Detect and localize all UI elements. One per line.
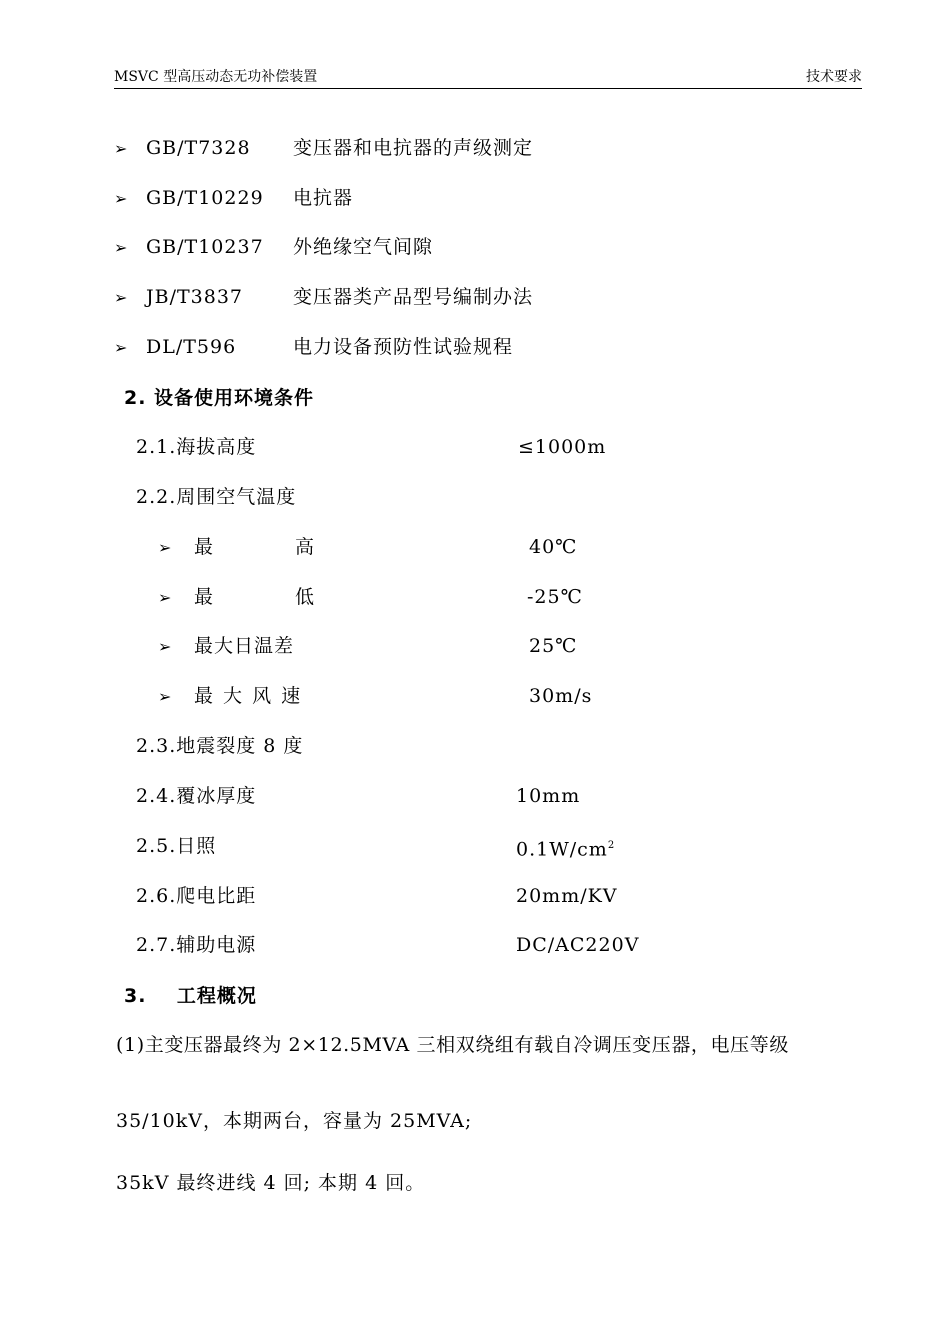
sun-label: 2.5.日照 bbox=[136, 835, 217, 857]
bullet-arrow-icon: ➢ bbox=[114, 139, 129, 158]
ice-value: 10mm bbox=[516, 785, 581, 807]
standard-item bbox=[114, 186, 814, 211]
aux-power-row bbox=[136, 933, 736, 957]
bullet-arrow-icon: ➢ bbox=[114, 288, 129, 307]
standard-item bbox=[114, 335, 814, 360]
altitude-label: 2.1.海拔高度 bbox=[136, 436, 257, 458]
bullet-arrow-icon: ➢ bbox=[158, 637, 173, 656]
seismic-row: 2.3.地震裂度 8 度 bbox=[136, 735, 304, 757]
temp-min-label-a: 最 bbox=[194, 586, 215, 608]
altitude-value: ≤1000m bbox=[518, 436, 607, 458]
temp-min-label-b: 低 bbox=[295, 586, 316, 608]
bullet-arrow-icon: ➢ bbox=[114, 238, 129, 257]
sun-row bbox=[136, 834, 736, 861]
aux-power-label: 2.7.辅助电源 bbox=[136, 934, 257, 956]
header-title: MSVC 型高压动态无功补偿装置 bbox=[114, 69, 318, 85]
standard-code: GB/T10229 bbox=[146, 187, 264, 209]
altitude-row bbox=[136, 435, 736, 459]
creep-value: 20mm/KV bbox=[516, 885, 618, 907]
standard-desc: 外绝缘空气间隙 bbox=[293, 236, 434, 258]
standard-item bbox=[114, 136, 814, 161]
temp-max-row bbox=[158, 535, 718, 560]
wind-value: 30m/s bbox=[529, 685, 593, 707]
standard-code: GB/T10237 bbox=[146, 236, 264, 258]
standard-desc: 电抗器 bbox=[293, 187, 354, 209]
paragraph-1-line-2: 35/10kV，本期两台，容量为 25MVA; bbox=[116, 1110, 473, 1132]
bullet-arrow-icon: ➢ bbox=[158, 538, 173, 557]
wind-row bbox=[158, 684, 718, 709]
sun-value: 0.1W/cm bbox=[516, 838, 608, 861]
aux-power-value: DC/AC220V bbox=[516, 934, 640, 956]
sun-value-exponent: 2 bbox=[607, 840, 616, 851]
standard-code: JB/T3837 bbox=[146, 286, 244, 308]
standard-desc: 变压器类产品型号编制办法 bbox=[293, 286, 534, 308]
temp-heading: 2.2.周围空气温度 bbox=[136, 486, 297, 508]
standard-desc: 电力设备预防性试验规程 bbox=[293, 336, 514, 358]
temp-min-row bbox=[158, 585, 718, 610]
section-2-heading: 2. 设备使用环境条件 bbox=[124, 387, 315, 409]
standard-item bbox=[114, 285, 814, 310]
standard-item bbox=[114, 235, 814, 260]
ice-label: 2.4.覆冰厚度 bbox=[136, 785, 257, 807]
page-header bbox=[114, 68, 862, 89]
ice-row bbox=[136, 784, 736, 808]
temp-max-label-b: 高 bbox=[295, 536, 316, 558]
temp-max-value: 40℃ bbox=[529, 536, 578, 558]
paragraph-2: 35kV 最终进线 4 回; 本期 4 回。 bbox=[116, 1172, 426, 1194]
bullet-arrow-icon: ➢ bbox=[158, 687, 173, 706]
creep-row bbox=[136, 884, 736, 908]
sun-value-wrap bbox=[516, 834, 615, 861]
creep-label: 2.6.爬电比距 bbox=[136, 885, 257, 907]
header-section: 技术要求 bbox=[806, 69, 862, 85]
temp-daily-label: 最大日温差 bbox=[194, 635, 295, 657]
standard-desc: 变压器和电抗器的声级测定 bbox=[293, 137, 534, 159]
standard-code: DL/T596 bbox=[146, 336, 237, 358]
standard-code: GB/T7328 bbox=[146, 137, 251, 159]
wind-label: 最 大 风 速 bbox=[194, 685, 303, 707]
temp-daily-value: 25℃ bbox=[529, 635, 578, 657]
bullet-arrow-icon: ➢ bbox=[158, 588, 173, 607]
section-3-heading: 3. 工程概况 bbox=[124, 985, 257, 1007]
bullet-arrow-icon: ➢ bbox=[114, 189, 129, 208]
temp-daily-row bbox=[158, 634, 718, 659]
temp-max-label-a: 最 bbox=[194, 536, 215, 558]
paragraph-1-line-1: (1)主变压器最终为 2×12.5MVA 三相双绕组有载自冷调压变压器，电压等级 bbox=[116, 1034, 789, 1056]
bullet-arrow-icon: ➢ bbox=[114, 338, 129, 357]
temp-min-value: -25℃ bbox=[527, 586, 583, 608]
